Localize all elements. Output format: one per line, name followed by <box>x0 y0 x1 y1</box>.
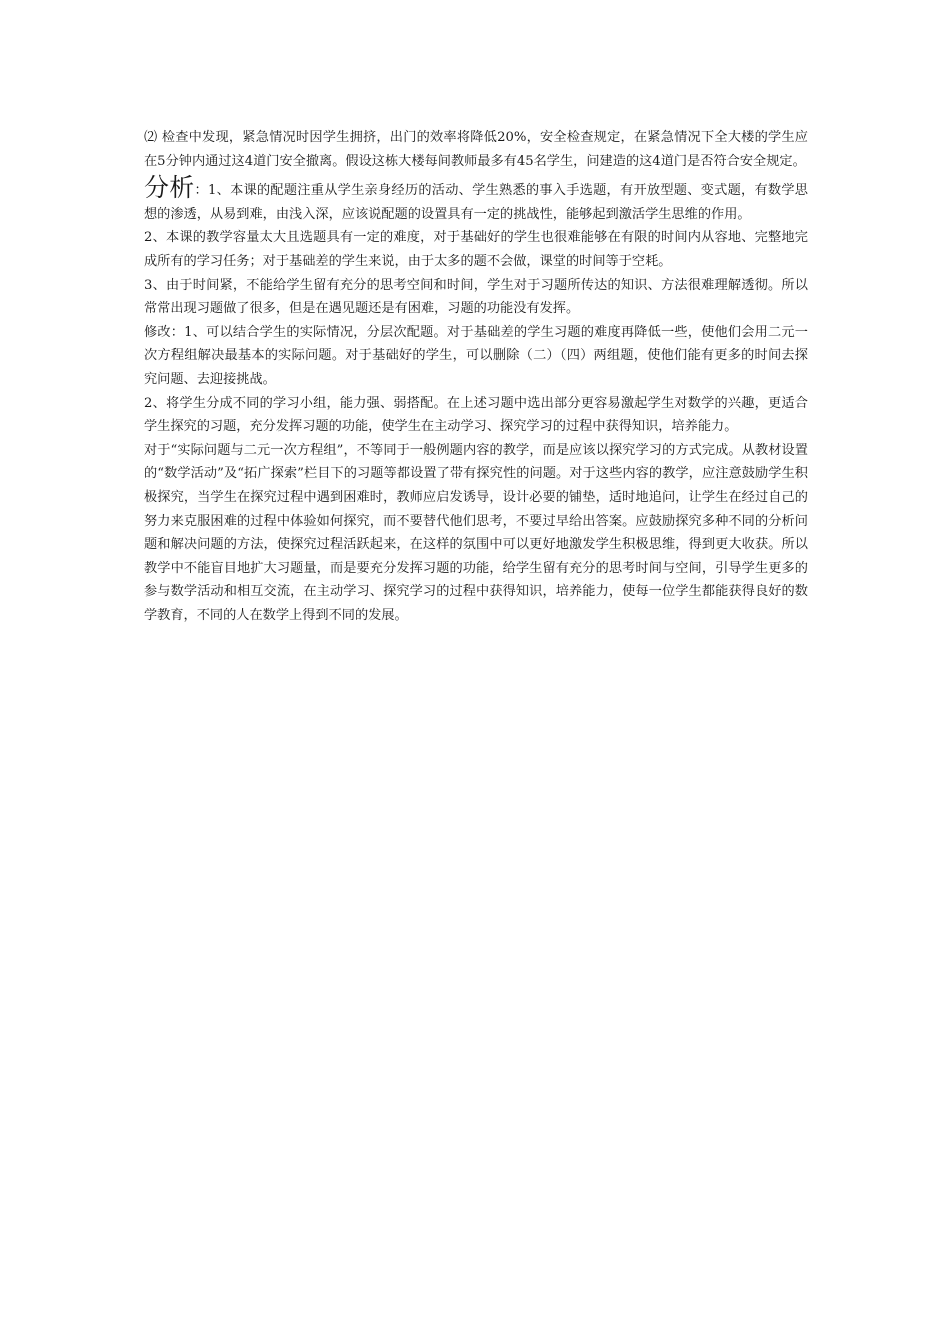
question-part2-paragraph: ⑵ 检查中发现，紧急情况时因学生拥挤，出门的效率将降低20%，安全检查规定，在紧急情况下全大楼的学生应在5分钟内通过这4道门安全撤离。假设这栋大楼每间教师最多有45名学生，问建造的这4道门是否符合安全规定。 <box>144 130 808 169</box>
analysis-point-2: 2、本课的教学容量太大且选题具有一定的难度，对于基础好的学生也很难能够在有限的时间内从容地、完整地完成所有的学习任务；对于基础差的学生来说，由于太多的题不会做，课堂的时间等于空耗。 <box>144 230 808 269</box>
revision-point-2: 2、将学生分成不同的学习小组，能力强、弱搭配。在上述习题中选出部分更容易激起学生对数学的兴趣，更适合学生探究的习题，充分发挥习题的功能，使学生在主动学习、探究学习的过程中获得知识，培养能力。 <box>144 395 808 435</box>
analysis-heading: 分析 <box>144 173 195 203</box>
revision-point-1: 修改：1、可以结合学生的实际情况，分层次配题。对于基础差的学生习题的难度再降低一些，使他们会用二元一次方程组解决最基本的实际问题。对于基础好的学生，可以删除（二）（四）两组题，使他们能有更多的时间去探究问题、去迎接挑战。 <box>144 324 808 387</box>
analysis-point-1: ：1、本课的配题注重从学生亲身经历的活动、学生熟悉的事入手选题，有开放型题、变式题，有数学思想的渗透，从易到难，由浅入深，应该说配题的设置具有一定的挑战性，能够起到激活学生思维的作用。 <box>144 183 808 222</box>
closing-paragraph: 对于“实际问题与二元一次方程组”，不等同于一般例题内容的教学，而是应该以探究学习的方式完成。从教材设置的“数学活动”及“拓广探索”栏目下的习题等都设置了带有探究性的问题。对于这些内容的教学，应注意鼓励学生积极探究，当学生在探究过程中遇到困难时，教师应启发诱导，设计必要的铺垫，适时地追问，让学生在经过自己的努力来克服困难的过程中体验如何探究，而不要替代他们思考，不要过早给出答案。应鼓励探究多种不同的分析问题和解决问题的方法，使探究过程活跃起来，在这样的氛围中可以更好地激发学生积极思维，得到更大收获。所以教学中不能盲目地扩大习题量，而是要充分发挥习题的功能，给学生留有充分的思考时间与空间，引导学生更多的参与数学活动和相互交流，在主动学习、探究学习的过程中获得知识，培养能力，使每一位学生都能获得良好的数学教育，不同的人在数学上得到不同的发展。 <box>144 442 808 623</box>
analysis-point-3: 3、由于时间紧，不能给学生留有充分的思考空间和时间，学生对于习题所传达的知识、方法很难理解透彻。所以常常出现习题做了很多，但是在遇见题还是有困难，习题的功能没有发挥。 <box>144 277 808 317</box>
document-page <box>144 126 808 627</box>
analysis-paragraph <box>144 175 808 226</box>
